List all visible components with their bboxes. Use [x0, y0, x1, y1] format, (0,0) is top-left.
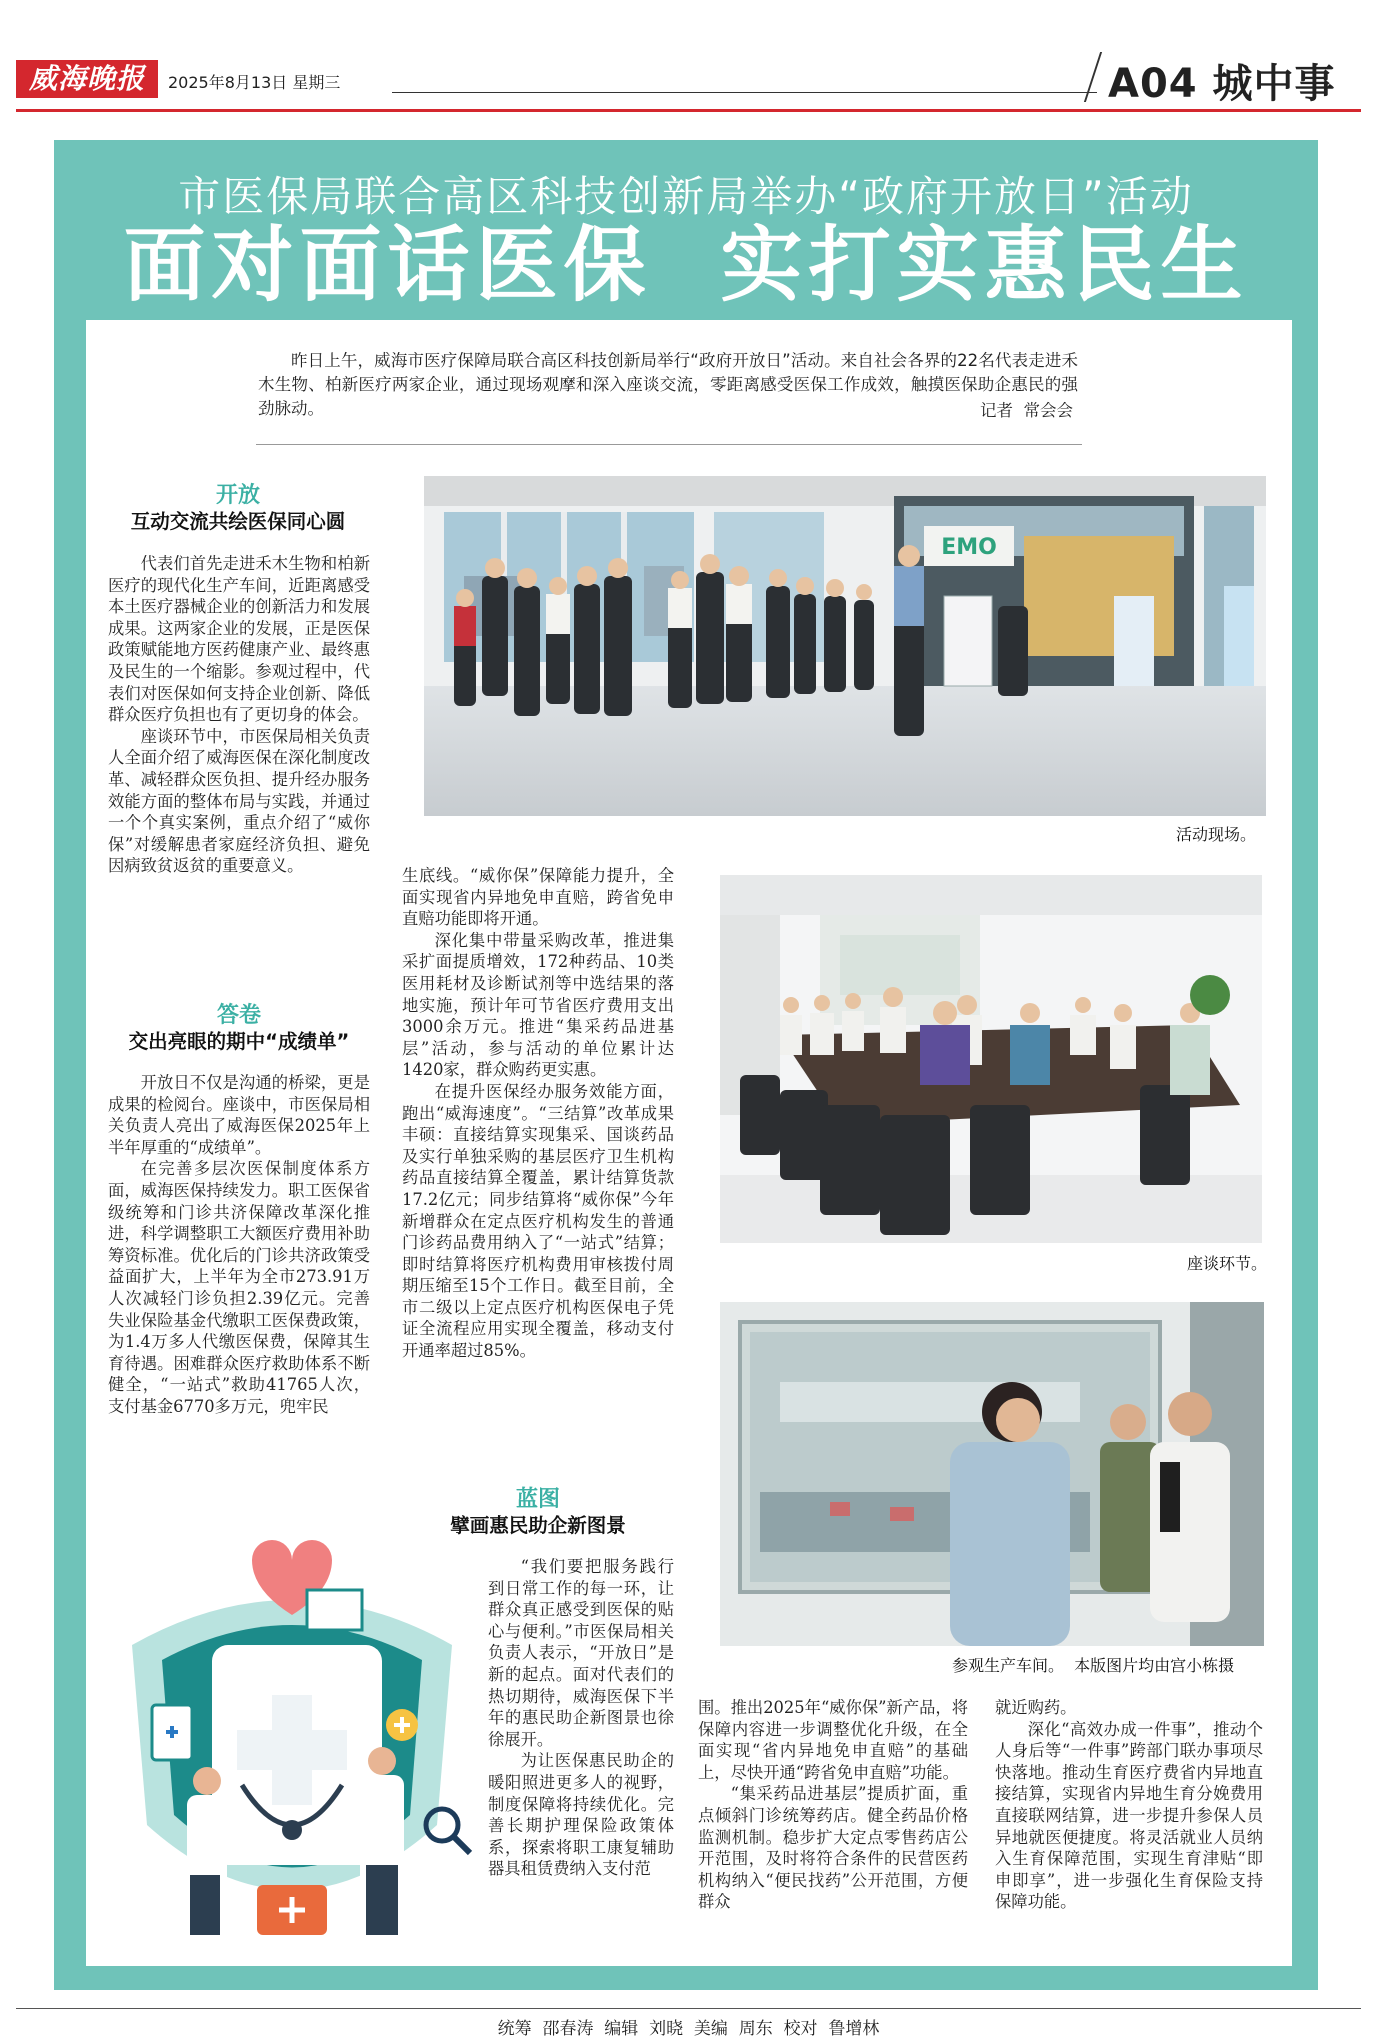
masthead-slash	[1084, 52, 1102, 102]
section2-paragraph: 开放日不仅是沟通的桥梁，更是成果的检阅台。座谈中，市医保局相关负责人亮出了威海医保2025年上半年厚重的“成绩单”。	[108, 1073, 370, 1157]
bottom-b-paragraph: 深化“高效办成一件事”，推动个人身后等“一件事”跨部门联办事项尽快落地。推动生育医疗费省内异地直接结算，实现省内异地生育分娩费用直接联网结算，进一步提升参保人员异地就医便捷度。将灵活就业人员纳入生育保障范围，实现生育津贴“即申即享”，进一步强化生育保险支持保障功能。	[995, 1719, 1263, 1912]
section1-title: 互动交流共绘医保同心圆	[130, 510, 346, 533]
photo-event-site	[424, 476, 1266, 816]
photo1-sign: EMO	[941, 535, 997, 560]
lead-paragraph	[258, 349, 1078, 421]
footer-rule	[16, 2008, 1361, 2009]
photo-meeting	[720, 875, 1262, 1243]
meeting-image	[720, 875, 1262, 1243]
lead-text: 昨日上午，威海市医疗保障局联合高区科技创新局举行“政府开放日”活动。来自社会各界的22名代表走进禾木生物、柏新医疗两家企业，通过现场观摩和深入座谈交流，零距离感受医保工作成效，触摸医保助企惠民的强劲脉动。	[258, 351, 1078, 418]
byline: 记者 常会会	[980, 401, 1073, 420]
bottom-a-paragraph: 围。推出2025年“威你保”新产品，将保障内容进一步调整优化升级，在全面实现“省内异地免申直赔”的基础上，尽快开通“跨省免申直赔”功能。	[698, 1698, 968, 1782]
event-site-image	[424, 476, 1266, 816]
lead-divider	[256, 444, 1082, 445]
newspaper-logo: 威海晚报	[16, 60, 158, 98]
workshop-image	[720, 1302, 1264, 1646]
section3-title: 擘画惠民助企新图景	[450, 1514, 626, 1537]
photo2-caption: 座谈环节。	[1187, 1254, 1268, 1273]
section3-paragraph: “我们要把服务践行到日常工作的每一环，让群众真正感受到医保的贴心与便利。”市医保局相关负责人表示，“开放日”是新的起点。面对代表们的热切期待，威海医保下半年的惠民助企新图景也徐徐展开。	[488, 1557, 674, 1749]
page-label: A04 城中事	[1108, 61, 1336, 107]
medical-insurance-illustration	[92, 1525, 492, 1965]
bottom-b-paragraph: 就近购药。	[995, 1698, 1077, 1717]
section2-kicker: 答卷	[216, 1003, 261, 1028]
bottom-a-paragraph: “集采药品进基层”提质扩面，重点倾斜门诊统筹药店。健全药品价格监测机制。稳步扩大定点零售药店公开范围，及时将符合条件的民营医药机构纳入“便民找药”公开范围，方便群众	[698, 1784, 968, 1912]
section2-title: 交出亮眼的期中“成绩单”	[128, 1030, 350, 1053]
section3-kicker: 蓝图	[515, 1487, 560, 1512]
photo3-caption: 参观生产车间。 本版图片均由宫小栋摄	[952, 1656, 1235, 1675]
section3-paragraph: 为让医保惠民助企的暖阳照进更多人的视野，制度保障将持续优化。完善长期护理保险政策体系，探索将职工康复辅助器具租赁费纳入支付范	[488, 1751, 674, 1879]
section3-body	[488, 1556, 674, 1880]
column2-paragraph: 在提升医保经办服务效能方面，跑出“威海速度”。“三结算”改革成果丰硕：直接结算实现集采、国谈药品及实行单独采购的基层医疗卫生机构药品直接结算全覆盖，累计结算货款17.2亿元；同步结算将“威你保”今年新增群众在定点医疗机构发生的普通门诊药品费用纳入了“一站式”结算；即时结算将医疗机构费用审核拨付周期压缩至15个工作日。截至目前，全市二级以上定点医疗机构医保电子凭证全流程应用实现全覆盖，移动支付开通率超过85%。	[402, 1081, 674, 1361]
column2-body	[402, 865, 674, 1362]
medical-kit-icon	[307, 1590, 362, 1630]
masthead-rule	[392, 92, 1097, 93]
section2-paragraph: 在完善多层次医保制度体系方面，威海医保持续发力。职工医保省级统筹和门诊共济保障改革深化推进，科学调整职工大额医疗费用补助筹资标准。优化后的门诊共济政策受益面扩大，上半年为全市273.91万人次减轻门诊负担2.39亿元。完善失业保险基金代缴职工医保费政策，为1.4万多人代缴医保费，保障其生育待遇。困难群众医疗救助体系不断健全，“一站式”救助41765人次，支付基金6770多万元，兜牢民	[108, 1159, 370, 1416]
masthead-red-rule	[16, 109, 1361, 112]
column2-paragraph: 深化集中带量采购改革，推进集采扩面提质增效，172种药品、10类医用耗材及诊断试剂等中选结果的落地实施，预计年可节省医疗费用支出3000余万元。推进“集采药品进基层”活动，参与活动的单位累计达1420家，群众购药更实惠。	[402, 930, 674, 1080]
photo-workshop	[720, 1302, 1264, 1646]
section1-paragraph: 代表们首先走进禾木生物和柏新医疗的现代化生产车间，近距离感受本土医疗器械企业的创新活力和发展成果。这两家企业的发展，正是医保政策赋能地方医药健康产业、最终惠及民生的一个缩影。参观过程中，代表们对医保如何支持企业创新、降低群众医疗负担也有了更切身的体会。	[108, 554, 370, 725]
column2-paragraph: 生底线。“威你保”保障能力提升，全面实现省内异地免申直赔，跨省免申直赔功能即将开通。	[402, 866, 674, 929]
headline-kicker: 市医保局联合高区科技创新局举办“政府开放日”活动	[178, 172, 1194, 221]
editorial-credits: 统筹 邵春涛 编辑 刘晓 美编 周东 校对 鲁增林	[497, 2019, 880, 2039]
photo1-caption: 活动现场。	[1176, 825, 1257, 844]
section1-kicker: 开放	[215, 483, 260, 508]
bottom-column-b	[995, 1697, 1263, 1913]
section2-body	[108, 1072, 370, 1418]
section1-paragraph: 座谈环节中，市医保局相关负责人全面介绍了威海医保在深化制度改革、减轻群众医负担、提升经办服务效能方面的整体布局与实践，并通过一个个真实案例，重点介绍了“威你保”对缓解患者家庭经济负担、避免因病致贫返贫的重要意义。	[108, 726, 370, 876]
bottom-column-a	[698, 1697, 968, 1913]
illustration-svg	[92, 1525, 492, 1965]
section1-body	[108, 553, 370, 877]
issue-date: 2025年8月13日 星期三	[168, 73, 341, 92]
headline-main: 面对面话医保 实打实惠民生	[123, 218, 1249, 313]
